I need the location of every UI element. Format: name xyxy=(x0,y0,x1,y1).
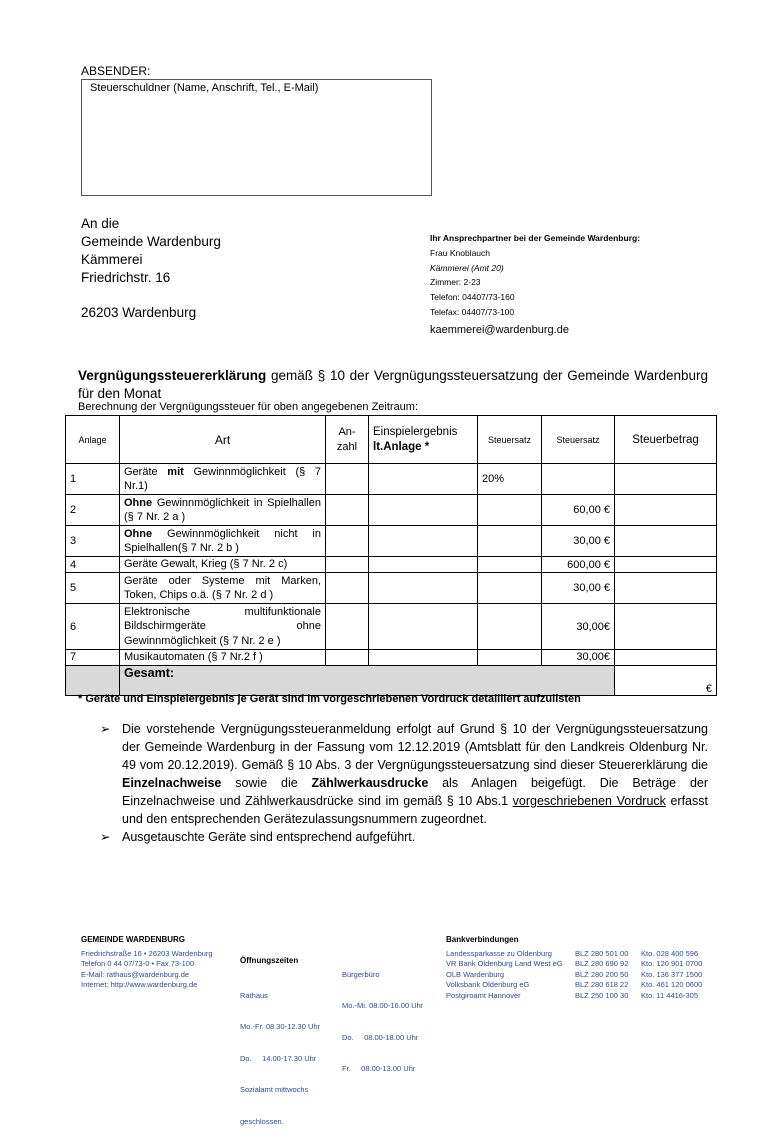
row-steuerbetrag-input[interactable] xyxy=(615,650,717,666)
row-steuersatz-1 xyxy=(478,495,542,526)
row-steuersatz-2: 60,00 € xyxy=(542,495,615,526)
table-row xyxy=(66,557,717,573)
row-steuerbetrag-input[interactable] xyxy=(615,526,717,557)
row-nr: 6 xyxy=(66,604,120,650)
row-steuersatz-2 xyxy=(542,464,615,495)
row-anzahl-input[interactable] xyxy=(326,495,369,526)
row-steuersatz-2: 30,00€ xyxy=(542,650,615,666)
row-steuersatz-1: 20% xyxy=(478,464,542,495)
row-steuersatz-1 xyxy=(478,526,542,557)
recipient-line: Friedrichstr. 16 xyxy=(81,270,171,285)
row-anzahl-input[interactable] xyxy=(326,604,369,650)
recipient-zip: 26203 Wardenburg xyxy=(81,305,197,320)
footer-konto: Kto. 028 400 596 Kto. 120 901 0700 Kto. 136 377 1500 Kto. 461 120 0600 Kto. 11 4416-305 xyxy=(641,948,703,1000)
row-anzahl-input[interactable] xyxy=(326,573,369,604)
header-steuersatz-1: Steuersatz xyxy=(478,416,542,464)
contact-room: Zimmer: 2-23 xyxy=(430,277,481,288)
tax-table xyxy=(65,415,717,696)
row-einspiel-input[interactable] xyxy=(369,557,478,573)
header-steuersatz-2: Steuersatz xyxy=(542,416,615,464)
table-row xyxy=(66,526,717,557)
row-einspiel-input[interactable] xyxy=(369,604,478,650)
row-anzahl-input[interactable] xyxy=(326,464,369,495)
total-label: Gesamt: xyxy=(120,665,615,695)
absender-hint: Steuerschuldner (Name, Anschrift, Tel., E-Mail) xyxy=(90,82,319,94)
row-steuersatz-1 xyxy=(478,604,542,650)
header-anzahl: An- zahl xyxy=(326,416,369,464)
contact-heading: Ihr Ansprechpartner bei der Gemeinde Wardenburg: xyxy=(430,233,641,243)
form-title-bold: Vergnügungssteuererklärung xyxy=(78,368,267,383)
row-steuersatz-2: 30,00€ xyxy=(542,604,615,650)
table-header-row xyxy=(66,416,717,464)
row-steuersatz-2: 30,00 € xyxy=(542,526,615,557)
row-einspiel-input[interactable] xyxy=(369,650,478,666)
footer-banks: Bankverbindungen Landessparkasse zu Oldenburg VR Bank Oldenburg Land West eG OLB Wardenburg Volksbank Oldenburg eG Postgiroamt Hannover xyxy=(446,935,563,1000)
contact-email[interactable]: kaemmerei@wardenburg.de xyxy=(430,323,569,336)
absender-label: ABSENDER: xyxy=(81,64,151,78)
footer-address: GEMEINDE WARDENBURG Friedrichstraße 16 • 26203 Wardenburg Telefon 0 44 07/73-0 • Fax 73-100 E-Mail: rathaus@wardenburg.de Internet: http://www.wardenburg.de xyxy=(81,935,213,989)
row-art: Geräte mit Gewinnmöglichkeit (§ 7 Nr.1) xyxy=(120,464,326,495)
row-art: Geräte oder Systeme mit Marken, Token, Chips o.ä. (§ 7 Nr. 2 d ) xyxy=(120,573,326,604)
row-art: Ohne Gewinnmöglichkeit nicht in Spielhallen(§ 7 Nr. 2 b ) xyxy=(120,526,326,557)
row-einspiel-input[interactable] xyxy=(369,573,478,604)
header-steuerbetrag: Steuerbetrag xyxy=(615,416,717,464)
row-nr: 5 xyxy=(66,573,120,604)
row-anzahl-input[interactable] xyxy=(326,557,369,573)
row-steuersatz-1 xyxy=(478,573,542,604)
table-row xyxy=(66,464,717,495)
row-nr: 2 xyxy=(66,495,120,526)
list-item: ➢ Ausgetauschte Geräte sind entsprechend aufgeführt. xyxy=(100,830,416,844)
table-footnote: * Geräte und Einspielergebnis je Gerät sind im vorgeschriebenen Vordruck detailliert aufzulisten xyxy=(78,693,581,705)
footer-buergerbuero: Bürgerbüro Mo.-Mi. 08.00-16.00 Uhr Do. 08.00-18.00 Uhr Fr. 08.00-13.00 Uhr xyxy=(342,969,424,1073)
total-amount-input[interactable]: € xyxy=(615,665,717,695)
header-anlage: Anlage xyxy=(66,416,120,464)
footer-opening-hours: Öffnungszeiten Rathaus Mo.-Fr. 08.30-12.30 Uhr Do. 14.00-17.30 Uhr Sozialamt mittwochs geschlossen. xyxy=(240,956,321,1126)
list-item: ➢ Die vorstehende Vergnügungssteueranmeldung erfolgt auf Grund § 10 der Vergnügungssteuersatzung der Gemeinde Wardenburg in der Fassung vom 12.12.2019 (Amtsblatt für den Landkreis Oldenburg Nr. 49 vom 20.12.2019). Gemäß § 10 Abs. 3 der Vergnügungssteuersatzung sind dieser Steuererklärung die Einzelnachweise sowie die Zählwerkausdrucke als Anlagen beigefügt. Die Beträge der Einzelnachweise und Zählwerkausdrücke sind im gemäß § 10 Abs.1 vorgeschriebenen Vordruck erfasst und den entsprechenden Gerätezulassungsnummern zugeordnet. xyxy=(100,722,709,826)
absender-input-box[interactable] xyxy=(81,79,432,196)
header-art: Art xyxy=(120,416,326,464)
contact-dept: Kämmerei (Amt 20) xyxy=(430,262,504,273)
recipient-line: An die xyxy=(81,216,120,231)
total-row xyxy=(66,665,717,695)
row-einspiel-input[interactable] xyxy=(369,464,478,495)
recipient-address xyxy=(81,215,221,322)
row-steuersatz-1 xyxy=(478,650,542,666)
row-steuersatz-1 xyxy=(478,557,542,573)
row-steuerbetrag-input[interactable] xyxy=(615,604,717,650)
row-steuerbetrag-input[interactable] xyxy=(615,464,717,495)
arrow-bullet-icon: ➢ xyxy=(100,722,111,736)
row-steuersatz-2: 30,00 € xyxy=(542,573,615,604)
table-row xyxy=(66,495,717,526)
total-empty-cell xyxy=(66,665,120,695)
row-art: Musikautomaten (§ 7 Nr.2 f ) xyxy=(120,650,326,666)
row-nr: 4 xyxy=(66,557,120,573)
contact-name: Frau Knoblauch xyxy=(430,247,491,258)
recipient-line: Gemeinde Wardenburg xyxy=(81,234,221,249)
table-row xyxy=(66,650,717,666)
footer-blz: BLZ 280 501 00 BLZ 280 690 92 BLZ 280 200 50 BLZ 280 618 22 BLZ 250 100 30 xyxy=(575,948,629,1000)
arrow-bullet-icon: ➢ xyxy=(100,830,111,844)
row-nr: 7 xyxy=(66,650,120,666)
form-title xyxy=(78,367,708,403)
row-steuerbetrag-input[interactable] xyxy=(615,495,717,526)
row-einspiel-input[interactable] xyxy=(369,495,478,526)
row-steuerbetrag-input[interactable] xyxy=(615,557,717,573)
table-row xyxy=(66,573,717,604)
row-nr: 1 xyxy=(66,464,120,495)
row-anzahl-input[interactable] xyxy=(326,526,369,557)
form-title-rest: gemäß § 10 der Vergnügungssteuersatzung der Gemeinde Wardenburg für den Monat xyxy=(78,368,708,401)
row-anzahl-input[interactable] xyxy=(326,650,369,666)
row-art: Elektronische multifunktionale Bildschirmgeräte ohne Gewinnmöglichkeit (§ 7 Nr. 2 e ) xyxy=(120,604,326,650)
table-row xyxy=(66,604,717,650)
row-art: Ohne Gewinnmöglichkeit in Spielhallen (§ 7 Nr. 2 a ) xyxy=(120,495,326,526)
row-steuersatz-2: 600,00 € xyxy=(542,557,615,573)
row-nr: 3 xyxy=(66,526,120,557)
form-subtitle: Berechnung der Vergnügungssteuer für oben angegebenen Zeitraum: xyxy=(78,401,419,413)
notes-list xyxy=(100,720,708,846)
row-einspiel-input[interactable] xyxy=(369,526,478,557)
row-steuerbetrag-input[interactable] xyxy=(615,573,717,604)
row-art: Geräte Gewalt, Krieg (§ 7 Nr. 2 c) xyxy=(120,557,326,573)
contact-fax: Telefax: 04407/73-100 xyxy=(430,306,515,317)
contact-block xyxy=(430,231,640,338)
header-einspielergebnis: Einspielergebnis lt.Anlage * xyxy=(369,416,478,464)
contact-phone: Telefon: 04407/73-160 xyxy=(430,292,515,303)
recipient-line: Kämmerei xyxy=(81,252,143,267)
